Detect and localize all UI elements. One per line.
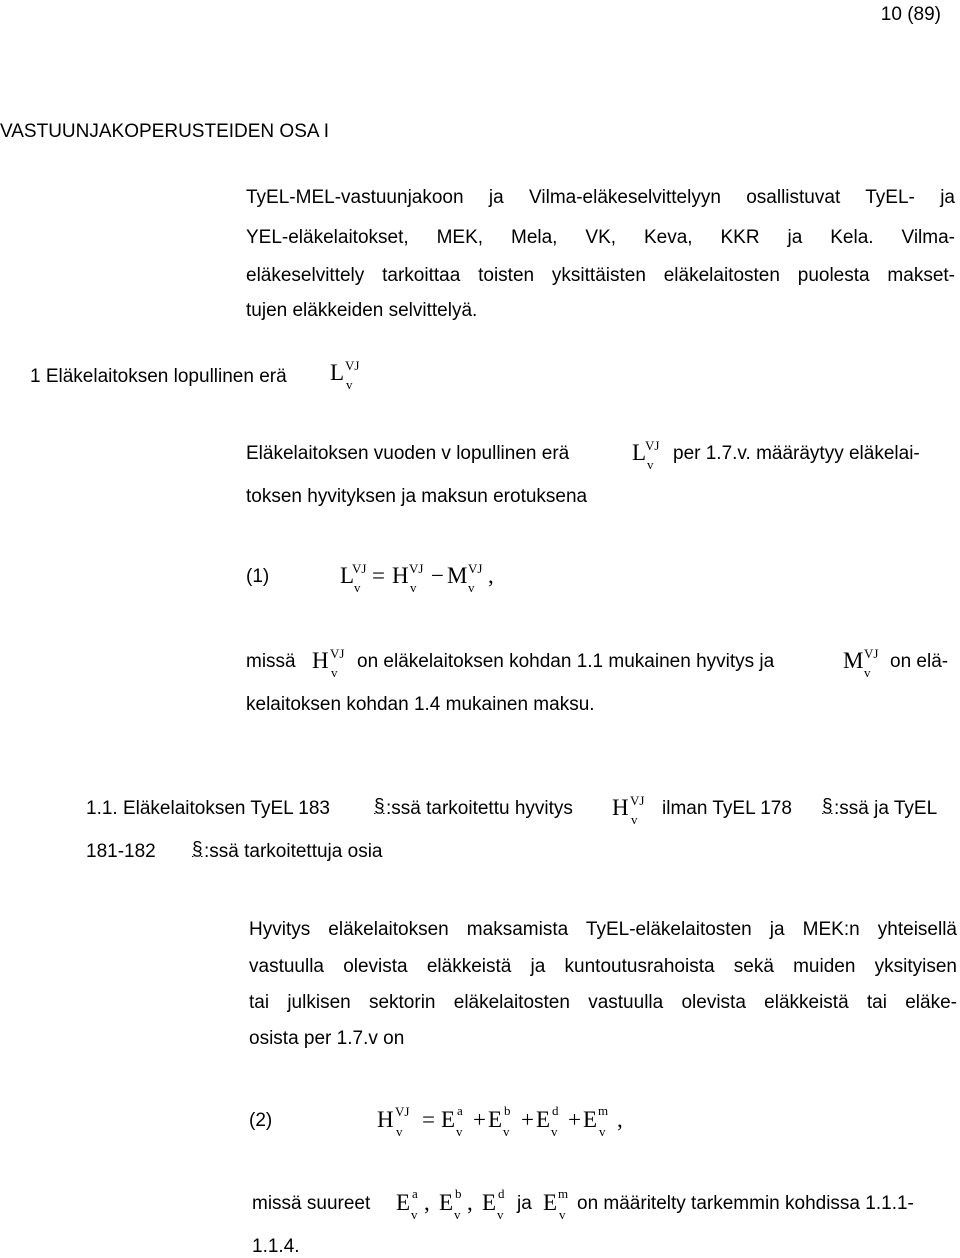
definition-text: on elä- [890,651,949,672]
math-L: L [340,563,355,588]
section-sign: § [192,839,203,860]
math-minus: − [431,563,444,588]
math-M: M [843,648,864,673]
math-M: M [447,563,468,588]
section-title: VASTUUNJAKOPERUSTEIDEN OSA I [0,121,330,142]
math-E: E [396,1190,411,1215]
para1-text: Eläkelaitoksen vuoden v lopullinen erä [246,443,570,464]
math-sup-d: d [552,1103,559,1118]
math-sub-v: v [468,580,475,595]
math-sub-v: v [503,1124,510,1139]
heading-1-text: 1 Eläkelaitoksen lopullinen erä [30,366,287,387]
definition-text: on eläkelaitoksen kohdan 1.1 mukainen hyvitys ja [357,651,775,672]
math-sup-VJ: VJ [352,561,367,576]
math-E: E [482,1190,497,1215]
para2-line: osista per 1.7.v on [249,1028,405,1049]
math-plus: + [521,1107,534,1132]
math-sup-VJ: VJ [409,561,424,576]
math-sub-v: v [454,1207,461,1222]
math-sub-v: v [331,665,338,680]
definition-text: 1.1.4. [252,1236,300,1257]
section-sign: § [822,796,833,817]
math-sup-VJ: VJ [468,561,483,576]
math-sub-v: v [346,377,353,392]
intro-line: TyEL-MEL-vastuunjakoon ja Vilma-eläkeselvittelyyn osallistuvat TyEL- ja [246,187,955,208]
math-plus: + [473,1107,486,1132]
math-H: H [392,563,409,588]
math-eq: = [372,563,385,588]
intro-line: YEL-eläkelaitokset, MEK, Mela, VK, Keva, KKR ja Kela. Vilma- [246,227,955,248]
math-H: H [612,795,629,820]
definition-text: missä suureet [252,1193,371,1214]
math-H: H [377,1107,394,1132]
math-sup-VJ: VJ [345,358,360,373]
definition-text: kelaitoksen kohdan 1.4 mukainen maksu. [246,694,595,715]
section-sign: § [374,796,385,817]
math-sup-VJ: VJ [330,646,345,661]
math-sup-VJ: VJ [395,1104,410,1119]
math-E: E [488,1107,503,1132]
math-sup-a: a [457,1103,463,1118]
equation-label: (1) [246,566,270,587]
math-sub-v: v [396,1124,403,1139]
math-L: L [632,440,647,465]
para2-line: Hyvitys eläkelaitoksen maksamista TyEL-eläkelaitosten ja MEK:n yhteisellä [249,919,957,940]
math-sup-b: b [455,1186,462,1201]
math-sub-v: v [354,580,361,595]
definition-text: ja [517,1193,532,1214]
math-H: H [312,648,329,673]
definition-text: on määritelty tarkemmin kohdissa 1.1.1- [577,1193,914,1214]
math-comma: , [467,1190,473,1215]
para2-line: vastuulla olevista eläkkeistä ja kuntoutusrahoista sekä muiden yksityisen [249,956,957,977]
math-E: E [441,1107,456,1132]
math-E: E [583,1107,598,1132]
definition-text: missä [246,651,296,672]
math-E: E [543,1190,558,1215]
heading-1-1-text: :ssä tarkoitettuja osia [204,841,383,862]
heading-1-1-text: 1.1. Eläkelaitoksen TyEL 183 [86,798,330,819]
math-sub-v: v [410,580,417,595]
para2-line: tai julkisen sektorin eläkelaitosten vastuulla olevista eläkkeistä tai eläke- [249,992,957,1013]
intro-line: tujen eläkkeiden selvittelyä. [246,300,478,321]
heading-1-1-text: :ssä tarkoitettu hyvitys [386,798,573,819]
math-sub-v: v [864,665,871,680]
math-sup-b: b [504,1103,511,1118]
heading-1-1-text: 181-182 [86,841,156,862]
math-sub-v: v [559,1207,566,1222]
math-sub-v: v [411,1207,418,1222]
para1-text: per 1.7.v. määräytyy eläkelai- [673,443,920,464]
heading-1-1-text: :ssä ja TyEL [834,798,938,819]
equation-label: (2) [249,1110,273,1131]
math-comma: , [617,1107,623,1132]
math-sup-d: d [498,1186,505,1201]
math-E: E [439,1190,454,1215]
math-sub-v: v [647,457,654,472]
math-sup-VJ: VJ [630,793,645,808]
page-number: 10 (89) [880,4,941,25]
math-plus: + [568,1107,581,1132]
para1-text: toksen hyvityksen ja maksun erotuksena [246,486,588,507]
math-comma: , [488,563,494,588]
intro-line: eläkeselvittely tarkoittaa toisten yksittäisten eläkelaitosten puolesta makset- [246,265,955,286]
math-sup-a: a [412,1186,418,1201]
math-sub-v: v [631,812,638,827]
math-sub-v: v [599,1124,606,1139]
math-sup-m: m [558,1186,569,1201]
math-sub-v: v [456,1124,463,1139]
math-E: E [536,1107,551,1132]
math-eq: = [422,1107,435,1132]
math-sup-m: m [598,1103,609,1118]
math-sub-v: v [497,1207,504,1222]
math-comma: , [424,1190,430,1215]
heading-1-1-text: ilman TyEL 178 [662,798,792,819]
math-L: L [330,360,345,385]
math-sub-v: v [551,1124,558,1139]
math-sup-VJ: VJ [645,438,660,453]
math-sup-VJ: VJ [864,646,879,661]
